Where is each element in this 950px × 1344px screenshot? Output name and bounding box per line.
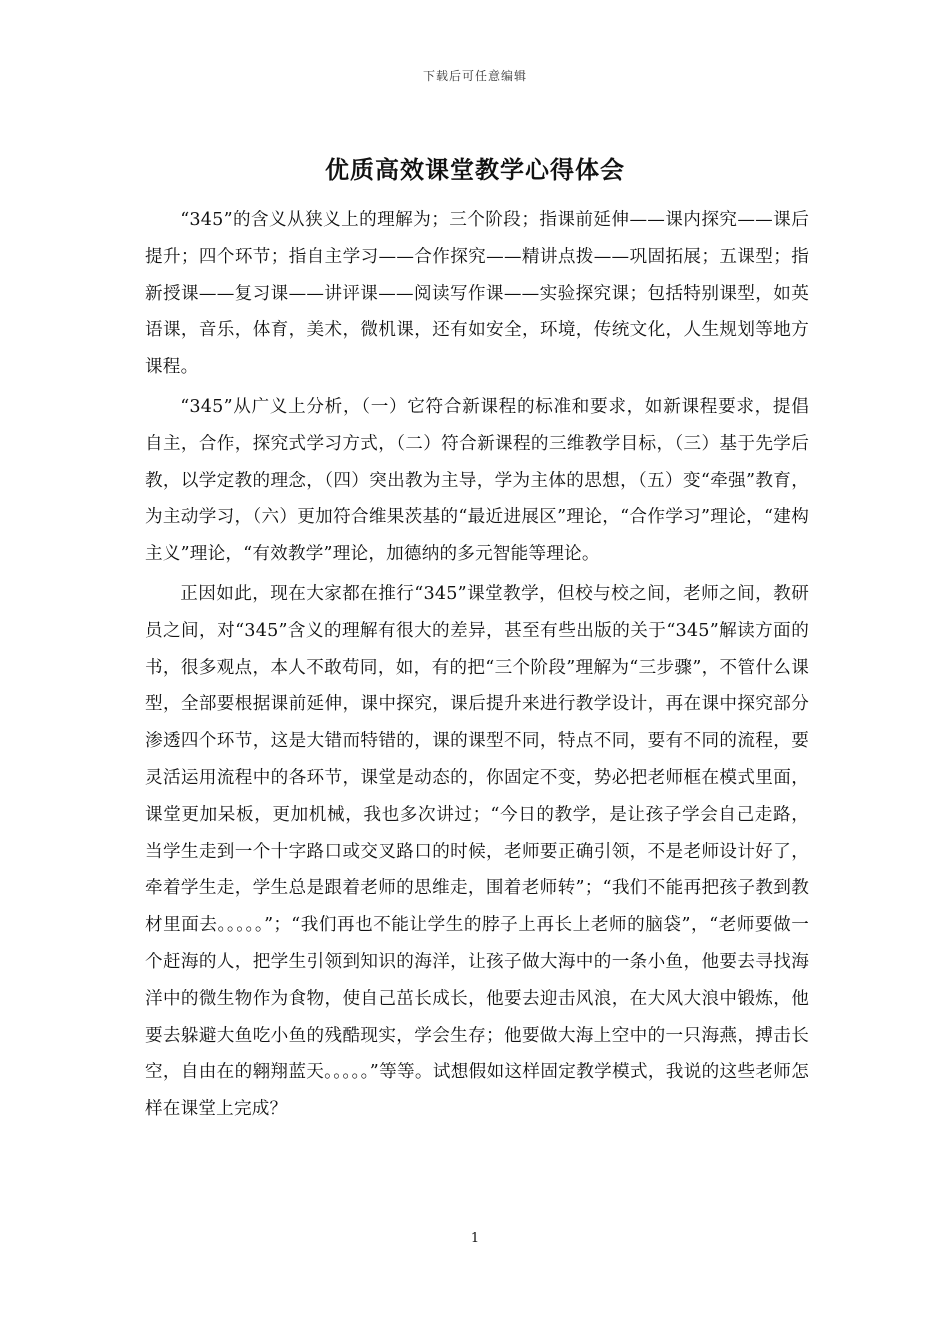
document-body <box>145 202 809 1131</box>
header-note: 下载后可任意编辑 <box>422 69 527 83</box>
paragraph-2: “345”从广义上分析，（一）它符合新课程的标准和要求，如新课程要求，提倡自主，合作，探究式学习方式，（二）符合新课程的三维教学目标，（三）基于先学后教，以学定教的理念，（四）突出教为主导，学为主体的思想，（五）变“牵强”教育，为主动学习，（六）更加符合维果茨基的“最近进展区”理论，“合作学习”理论，“建构主义”理论，“有效教学”理论，加德纳的多元智能等理论。 <box>145 396 809 565</box>
paragraph-1: “345”的含义从狭义上的理解为；三个阶段；指课前延伸——课内探究——课后提升；四个环节；指自主学习——合作探究——精讲点拨——巩固拓展；五课型；指新授课——复习课——讲评课——阅读写作课——实验探究课；包括特别课型，如英语课，音乐，体育，美术，微机课，还有如安全，环境，传统文化，人生规划等地方课程。 <box>145 210 809 378</box>
paragraph-3: 正因如此，现在大家都在推行“345”课堂教学，但校与校之间，老师之间，教研员之间，对“345”含义的理解有很大的差异，甚至有些出版的关于“345”解读方面的书，很多观点，本人不敢苟同，如，有的把“三个阶段”理解为“三步骤”，不管什么课型，全部要根据课前延伸，课中探究，课后提升来进行教学设计，再在课中探究部分渗透四个环节，这是大错而特错的，课的课型不同，特点不同，要有不同的流程，要灵活运用流程中的各环节，课堂是动态的，你固定不变，势必把老师框在模式里面，课堂更加呆板，更加机械，我也多次讲过；“今日的教学，是让孩子学会自己走路，当学生走到一个十字路口或交叉路口的时候，老师要正确引领，不是老师设计好了，牵着学生走，学生总是跟着老师的思维走，围着老师转”；“我们不能再把孩子教到教材里面去。。。。。”；“我们再也不能让学生的脖子上再长上老师的脑袋”，“老师要做一个赶海的人，把学生引领到知识的海洋，让孩子做大海中的一条小鱼，他要去寻找海洋中的微生物作为食物，使自己茁长成长，他要去迎击风浪，在大风大浪中锻炼，他要去躲避大鱼吃小鱼的残酷现实，学会生存；他要做大海上空中的一只海燕，搏击长空，自由在的翱翔蓝天。。。。。”等等。试想假如这样固定教学模式，我说的这些老师怎样在课堂上完成？ <box>145 583 809 1120</box>
page-number: 1 <box>470 1231 480 1246</box>
page-title: 优质高效课堂教学心得体会 <box>325 155 625 184</box>
